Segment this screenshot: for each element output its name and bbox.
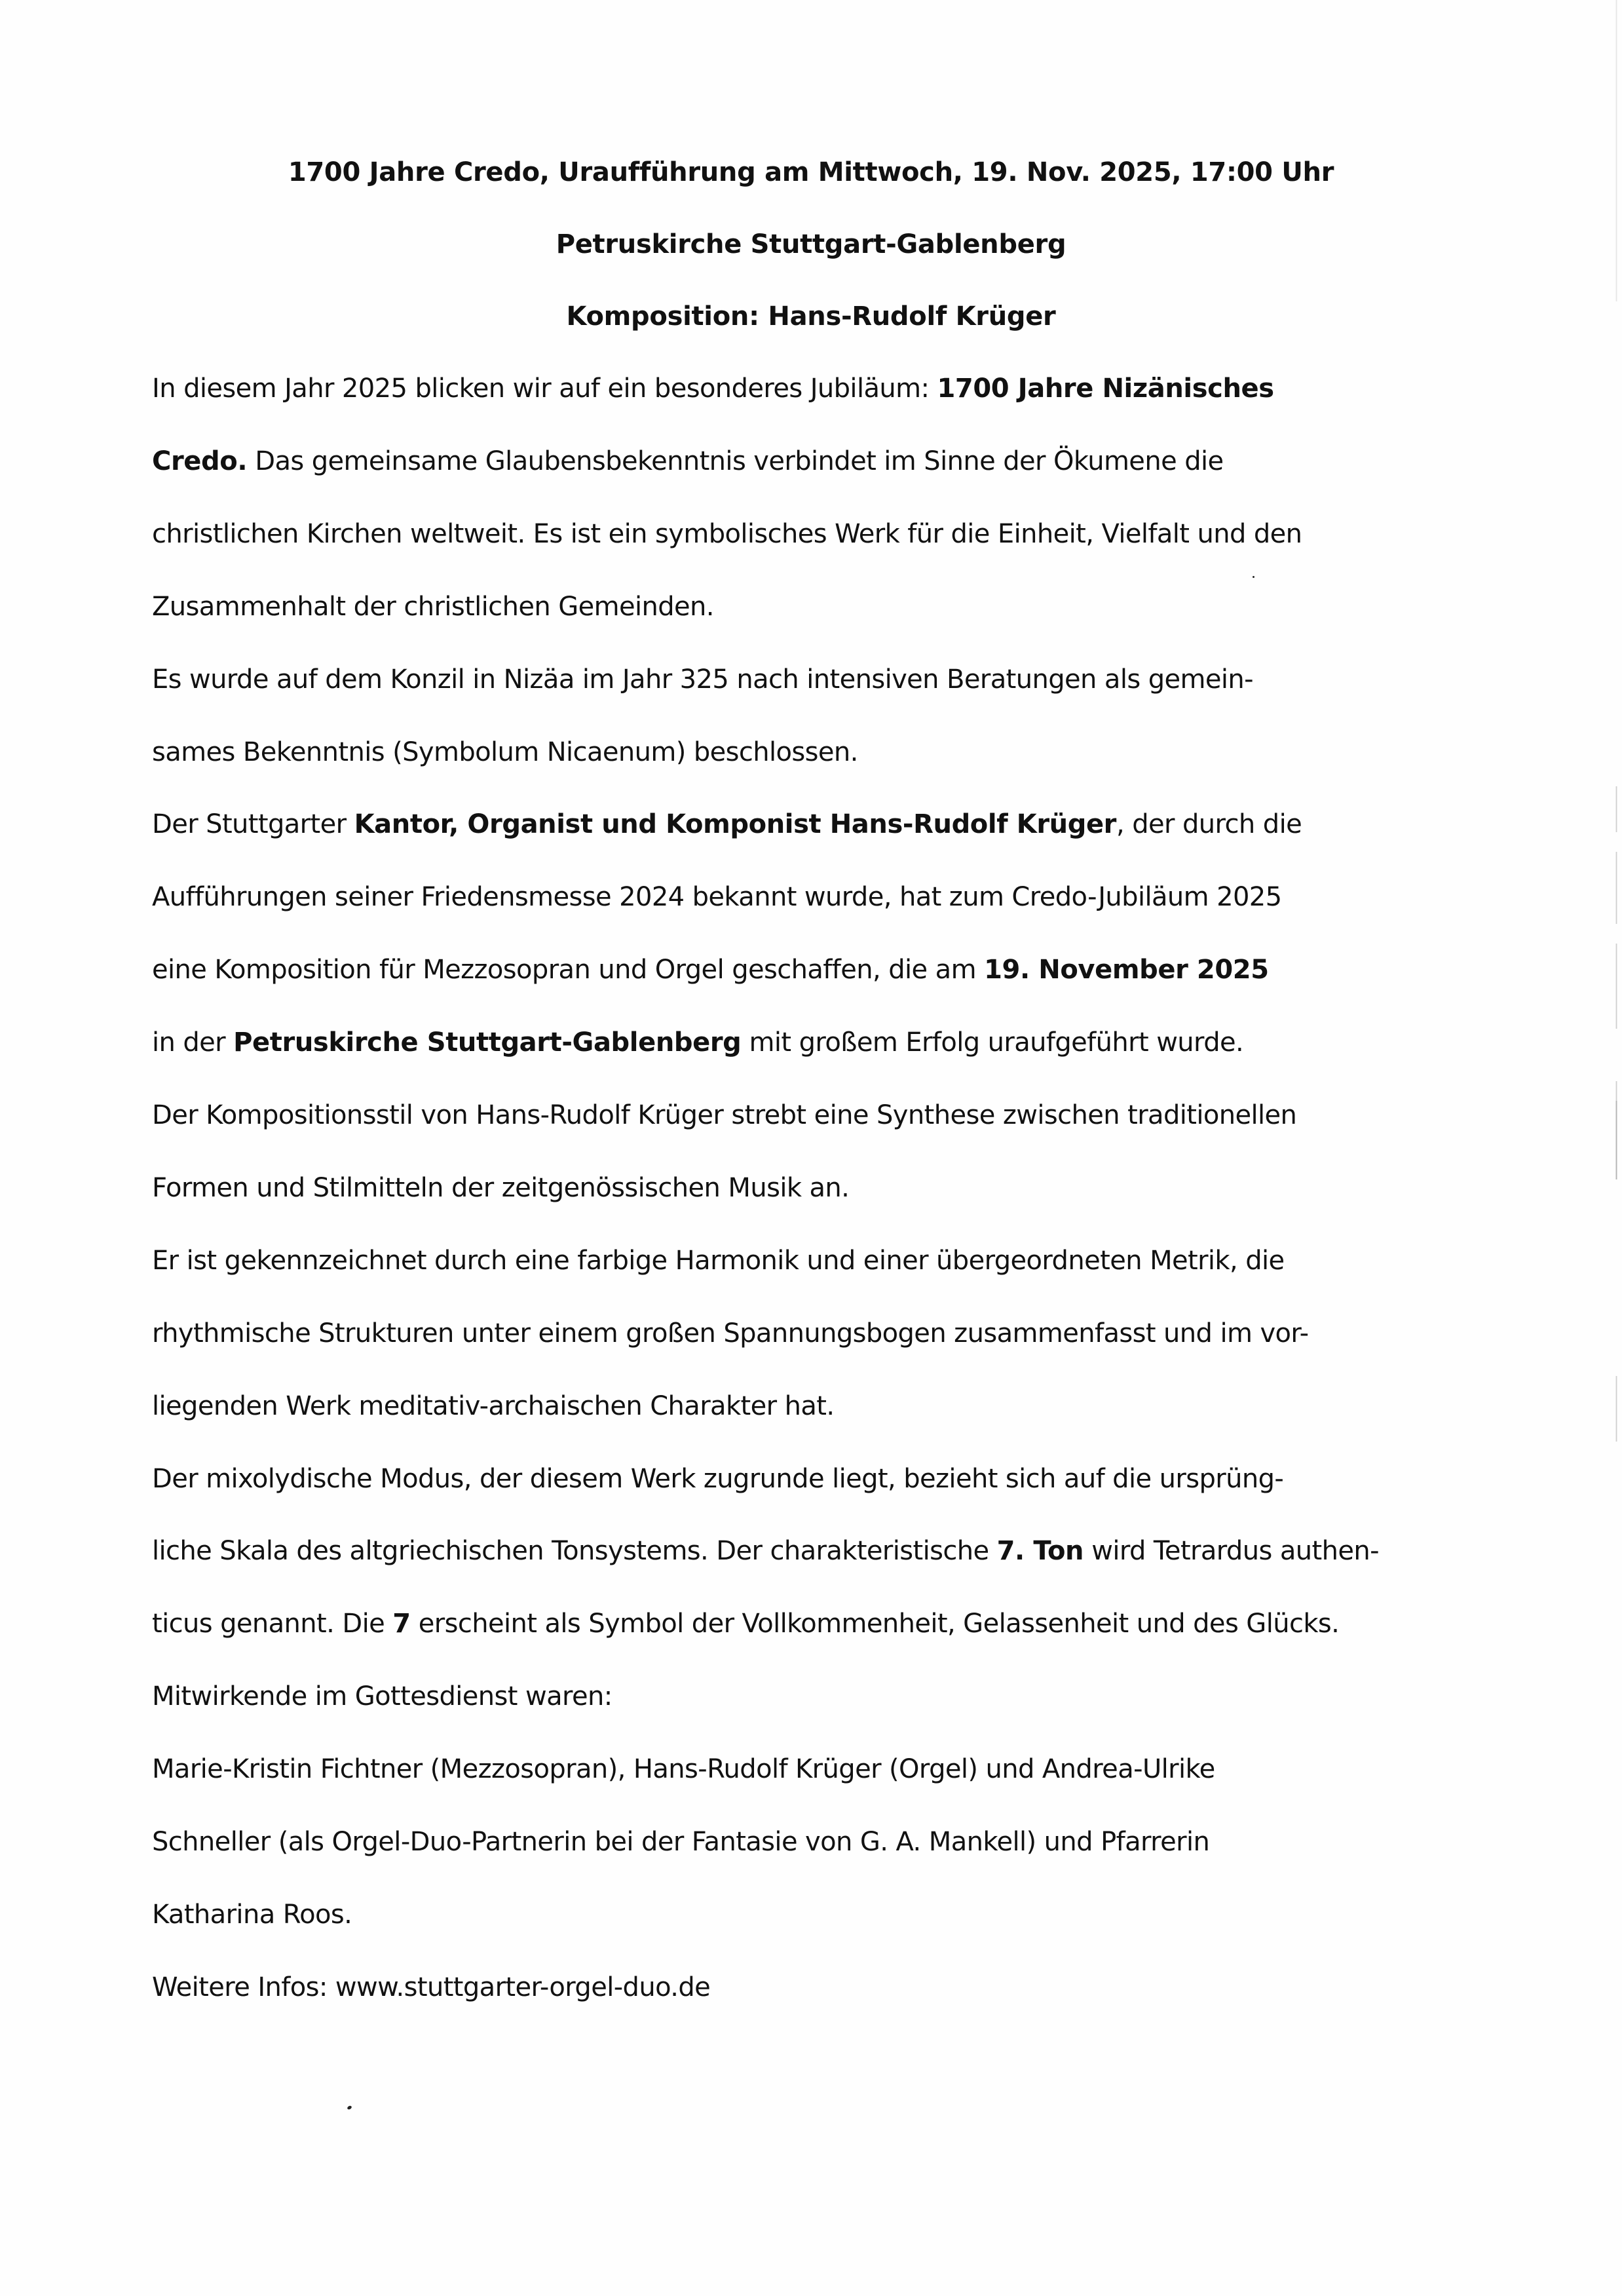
bold-text: 1700 Jahre Nizänisches — [937, 373, 1274, 404]
body-line — [152, 1026, 1243, 1059]
scan-speck — [1253, 576, 1254, 578]
text-run: Mitwirkende im Gottesdienst waren: — [152, 1681, 613, 1712]
body-line — [152, 808, 1302, 841]
body-line — [152, 1390, 834, 1423]
body-line — [152, 1753, 1215, 1786]
body-line — [152, 1172, 849, 1204]
text-run: Der mixolydische Modus, der diesem Werk zugrunde liegt, bezieht sich auf die ursprüng- — [152, 1463, 1284, 1494]
body-line — [152, 1535, 1379, 1567]
text-run: liegenden Werk meditativ-archaischen Charakter hat. — [152, 1390, 835, 1421]
body-line — [152, 1898, 352, 1931]
text-run: wird Tetrardus authen- — [1084, 1536, 1379, 1567]
bold-text: 7. Ton — [996, 1536, 1084, 1567]
text-run: Der Kompositionsstil von Hans-Rudolf Krüger strebt eine Synthese zwischen traditionellen — [152, 1100, 1297, 1130]
scan-speck — [347, 2105, 352, 2111]
website-link[interactable]: www.stuttgarter-orgel-duo.de — [335, 1972, 711, 2002]
scan-artifact-line — [1615, 852, 1617, 924]
body-line — [152, 372, 1274, 405]
text-run: Er ist gekennzeichnet durch eine farbige Harmonik und einer übergeordneten Metrik, die — [152, 1245, 1285, 1276]
composer-heading: Komposition: Hans-Rudolf Krüger — [566, 301, 1056, 332]
text-run: , der durch die — [1116, 809, 1302, 840]
body-line — [152, 1826, 1209, 1858]
text-run: Katharina Roos. — [152, 1899, 352, 1930]
body-line — [152, 1607, 1339, 1640]
scan-artifact-line — [1615, 1376, 1617, 1442]
body-line — [152, 1099, 1296, 1132]
text-run: liche Skala des altgriechischen Tonsystems. Der charakteristische — [152, 1536, 997, 1567]
text-run: Formen und Stilmitteln der zeitgenössischen Musik an. — [152, 1172, 850, 1203]
text-run: In diesem Jahr 2025 blicken wir auf ein besonderes Jubiläum: — [152, 373, 937, 404]
bold-text: Credo. — [152, 446, 248, 476]
text-run: Das gemeinsame Glaubensbekenntnis verbindet im Sinne der Ökumene die — [247, 446, 1224, 476]
text-run: Es wurde auf dem Konzil in Nizäa im Jahr 325 nach intensiven Beratungen als gemein- — [152, 664, 1253, 695]
bold-text: Petruskirche Stuttgart-Gablenberg — [233, 1027, 742, 1058]
body-line — [152, 663, 1253, 696]
text-run: rhythmische Strukturen unter einem großen Spannungsbogen zusammenfasst und im vor- — [152, 1318, 1309, 1349]
body-line — [152, 1244, 1285, 1277]
text-run: in der — [152, 1027, 234, 1058]
scan-artifact-line — [1615, 786, 1617, 832]
bold-text: 7 — [392, 1609, 411, 1639]
text-run: Aufführungen seiner Friedensmesse 2024 bekannt wurde, hat zum Credo-Jubiläum 2025 — [152, 882, 1282, 913]
body-line — [152, 518, 1302, 550]
body-line — [152, 736, 858, 769]
body-line — [152, 1317, 1309, 1350]
scan-artifact-line — [1615, 1081, 1617, 1179]
body-line — [152, 953, 1269, 986]
text-run: mit großem Erfolg uraufgeführt wurde. — [741, 1027, 1244, 1058]
bold-text: 19. November 2025 — [984, 955, 1269, 985]
text-run: sames Bekenntnis (Symbolum Nicaenum) beschlossen. — [152, 737, 858, 767]
scan-artifact-line — [1615, 0, 1617, 301]
text-run: Marie-Kristin Fichtner (Mezzosopran), Hans-Rudolf Krüger (Orgel) und Andrea-Ulrike — [152, 1754, 1215, 1785]
text-run: erscheint als Symbol der Vollkommenheit, Gelassenheit und des Glücks. — [410, 1609, 1340, 1639]
body-line — [152, 1971, 710, 2004]
body-line — [152, 881, 1282, 913]
body-line — [152, 1680, 613, 1713]
event-title: 1700 Jahre Credo, Uraufführung am Mittwoch, 19. Nov. 2025, 17:00 Uhr — [288, 157, 1334, 187]
body-line — [152, 445, 1224, 478]
text-run: Weitere Infos: — [152, 1972, 335, 2002]
body-line — [152, 590, 714, 623]
body-line — [152, 1463, 1283, 1495]
text-run: Schneller (als Orgel-Duo-Partnerin bei der Fantasie von G. A. Mankell) und Pfarrerin — [152, 1827, 1210, 1857]
text-run: ticus genannt. Die — [152, 1609, 393, 1639]
text-run: christlichen Kirchen weltweit. Es ist ein symbolisches Werk für die Einheit, Vielfalt und den — [152, 518, 1302, 549]
bold-text: Kantor, Organist und Komponist Hans-Rudolf Krüger — [354, 809, 1117, 840]
text-run: eine Komposition für Mezzosopran und Orgel geschaffen, die am — [152, 955, 985, 985]
text-run: Zusammenhalt der christlichen Gemeinden. — [152, 591, 714, 622]
venue-heading: Petruskirche Stuttgart-Gablenberg — [556, 229, 1066, 259]
scan-artifact-line — [1615, 944, 1617, 1029]
text-run: Der Stuttgarter — [152, 809, 354, 840]
